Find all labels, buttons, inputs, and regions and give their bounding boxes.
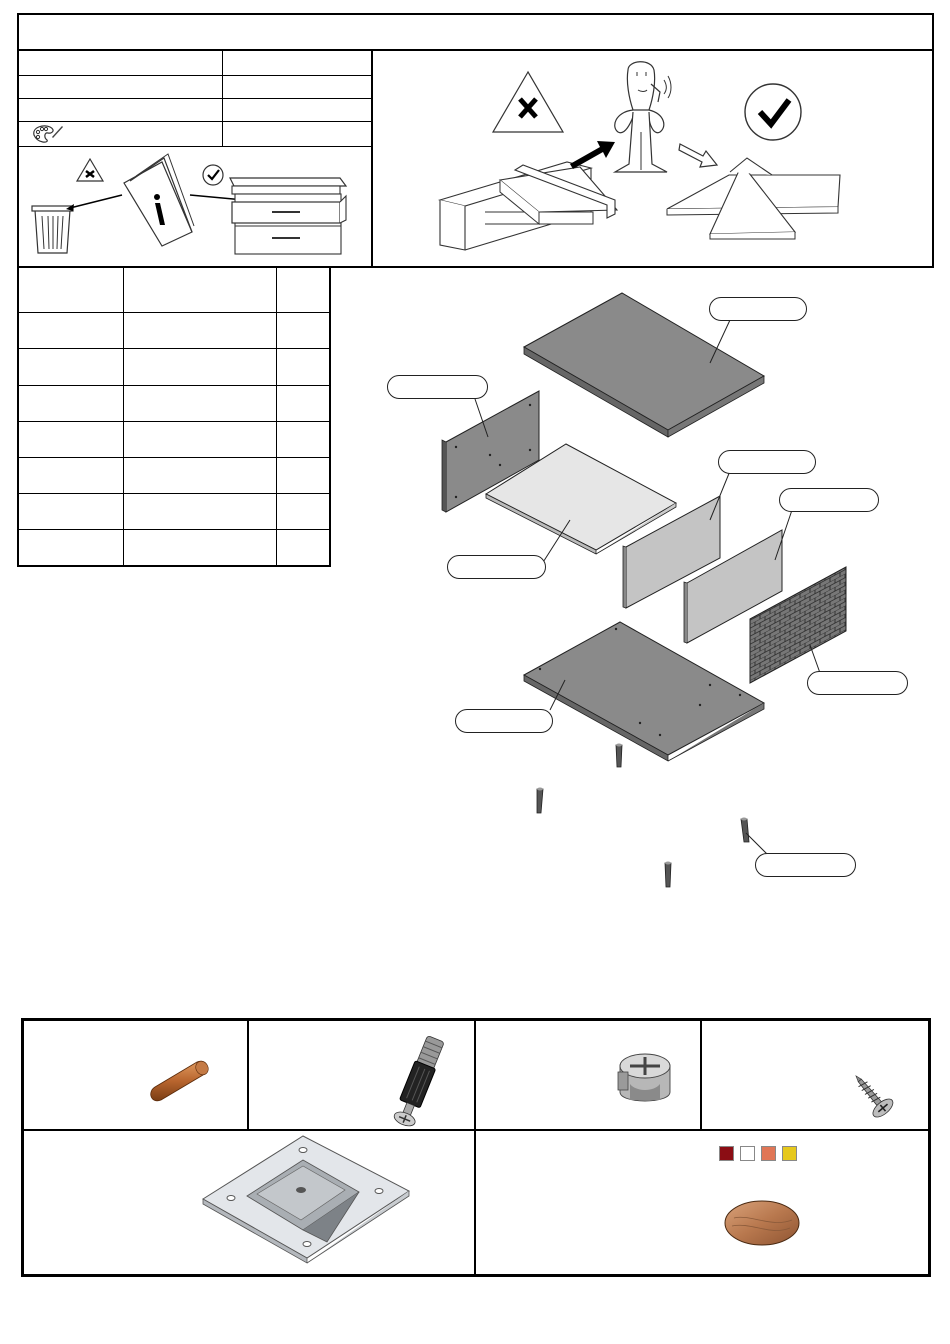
foot-2 xyxy=(537,788,543,814)
parts-row-line xyxy=(17,385,330,386)
parts-row-line xyxy=(17,529,330,530)
callout-foot xyxy=(755,853,856,877)
hardware-col-line xyxy=(474,1018,476,1277)
parts-row-line xyxy=(17,312,330,313)
info-row-line xyxy=(17,146,372,147)
approved-icon xyxy=(203,165,223,185)
mounting-plate-icon xyxy=(195,1134,415,1264)
part-id-cell xyxy=(19,268,123,310)
callout-back-panel xyxy=(807,671,908,695)
callout-door-panel-1 xyxy=(718,450,816,474)
part-qty-cell xyxy=(278,268,330,310)
parts-col-line xyxy=(276,266,277,566)
part-id-cell xyxy=(19,387,123,419)
part-qty-cell xyxy=(278,495,330,527)
part-name-cell xyxy=(125,423,275,455)
part-name-cell xyxy=(125,268,275,310)
cap-color-swatch xyxy=(740,1146,755,1161)
part-qty-cell xyxy=(278,350,330,383)
part-name-cell xyxy=(125,531,275,564)
header-title xyxy=(24,22,924,44)
hardware-col-line xyxy=(700,1018,702,1130)
header-title-divider xyxy=(17,49,934,51)
drawer-unit-icon xyxy=(230,178,346,254)
info-row-line xyxy=(17,98,372,99)
cover-cap-icon xyxy=(722,1198,802,1248)
cap-color-swatch xyxy=(719,1146,734,1161)
info-row-line xyxy=(17,75,372,76)
part-id-cell xyxy=(19,350,123,383)
part-name-cell xyxy=(125,459,275,491)
cam-lock-icon xyxy=(612,1048,682,1112)
part-name-cell xyxy=(125,387,275,419)
parts-row-line xyxy=(17,348,330,349)
part-qty-cell xyxy=(278,423,330,455)
part-id-cell xyxy=(19,495,123,527)
laid-out-boards-correct xyxy=(667,158,840,239)
part-name-cell xyxy=(125,495,275,527)
callout-shelf-panel xyxy=(447,555,546,579)
parts-row-line xyxy=(17,493,330,494)
bottom-panel xyxy=(524,622,764,761)
person-on-phone-icon xyxy=(615,62,671,172)
wooden-dowel-icon xyxy=(145,1050,215,1110)
trash-icon xyxy=(32,206,73,253)
left-panel-divider xyxy=(371,49,373,268)
info-row-3 xyxy=(22,102,217,120)
info-row-line xyxy=(17,121,372,122)
palette-icon xyxy=(30,123,64,145)
cap-color-swatch xyxy=(782,1146,797,1161)
part-qty-cell xyxy=(278,314,330,346)
hardware-row-line xyxy=(21,1129,931,1131)
info-booklet-icon xyxy=(124,154,194,246)
info-row-4 xyxy=(60,125,220,143)
callout-bottom-panel xyxy=(455,709,553,733)
part-name-cell xyxy=(125,350,275,383)
callout-door-panel-2 xyxy=(779,488,879,512)
cover-cap-color-swatches xyxy=(719,1146,809,1162)
prohibited-icon xyxy=(77,159,103,181)
parts-row-line xyxy=(17,457,330,458)
manual-instruction-pictogram xyxy=(22,150,367,262)
part-id-cell xyxy=(19,314,123,346)
cap-color-swatch xyxy=(761,1146,776,1161)
part-qty-cell xyxy=(278,459,330,491)
info-row-2 xyxy=(22,79,217,97)
foot-4 xyxy=(665,862,671,888)
part-id-cell xyxy=(19,423,123,455)
hardware-col-line xyxy=(247,1018,249,1130)
part-name-cell xyxy=(125,314,275,346)
part-id-cell xyxy=(19,531,123,564)
assembly-help-pictogram xyxy=(375,52,930,266)
stacked-boards-wrong xyxy=(440,162,617,250)
parts-row-line xyxy=(17,421,330,422)
foot-1 xyxy=(616,744,622,768)
part-qty-cell xyxy=(278,387,330,419)
part-id-cell xyxy=(19,459,123,491)
screw-icon xyxy=(848,1068,896,1122)
prohibited-icon xyxy=(493,72,563,132)
foot-3 xyxy=(741,818,749,843)
info-col-line xyxy=(222,49,223,147)
part-qty-cell xyxy=(278,531,330,564)
parts-col-line xyxy=(123,266,124,566)
cam-bolt-icon xyxy=(370,1030,460,1130)
approved-icon xyxy=(745,84,801,140)
callout-top-panel xyxy=(709,297,807,321)
callout-left-side-panel xyxy=(387,375,488,399)
info-row-1 xyxy=(22,55,217,73)
